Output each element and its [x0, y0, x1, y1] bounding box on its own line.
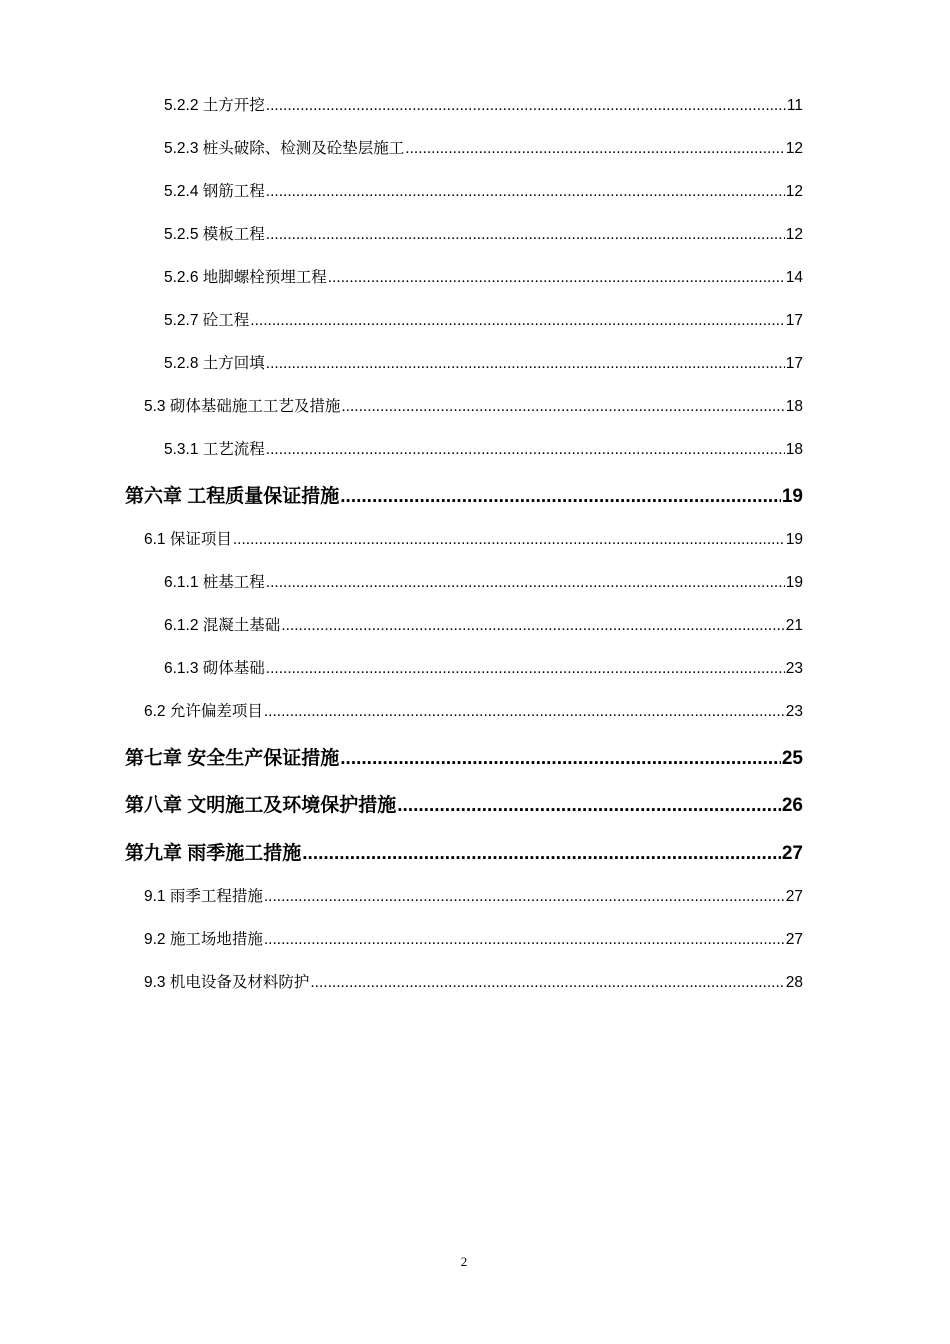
toc-entry-page: 12 [785, 183, 803, 200]
toc-entry-label: 9.1 雨季工程措施 [144, 888, 263, 905]
toc-entry-5-2-8[interactable] [164, 351, 803, 373]
toc-chapter-page: 25 [781, 748, 803, 769]
toc-entry-5-3[interactable] [144, 394, 803, 416]
toc-entry-label: 6.2 允许偏差项目 [144, 703, 263, 720]
toc-chapter-8[interactable] [125, 790, 803, 817]
toc-entry-page: 27 [785, 931, 803, 948]
toc-entry-label: 5.2.6 地脚螺栓预埋工程 [164, 269, 327, 286]
toc-chapter-6[interactable] [125, 481, 803, 508]
toc-entry-page: 19 [785, 531, 803, 548]
toc-entry-label: 5.2.3 桩头破除、检测及砼垫层施工 [164, 140, 405, 157]
toc-chapter-page: 19 [781, 486, 803, 507]
toc-entry-5-2-3[interactable] [164, 136, 803, 158]
toc-entry-5-2-4[interactable] [164, 179, 803, 201]
toc-entry-page: 28 [785, 974, 803, 991]
toc-dot-leader [266, 226, 785, 244]
toc-dot-leader [302, 843, 781, 865]
toc-dot-leader [310, 974, 784, 992]
toc-entry-page: 21 [785, 617, 803, 634]
toc-entry-5-3-1[interactable] [164, 437, 803, 459]
toc-entry-label: 5.2.8 土方回填 [164, 355, 265, 372]
toc-dot-leader [250, 312, 784, 330]
toc-entry-label: 5.2.7 砼工程 [164, 312, 250, 329]
toc-entry-label: 9.3 机电设备及材料防护 [144, 974, 310, 991]
toc-chapter-label: 第七章 安全生产保证措施 [125, 748, 340, 769]
toc-dot-leader [341, 398, 784, 416]
toc-entry-9-1[interactable] [144, 884, 803, 906]
toc-entry-label: 5.3.1 工艺流程 [164, 441, 265, 458]
toc-dot-leader [281, 617, 784, 635]
toc-chapter-9[interactable] [125, 838, 803, 865]
toc-chapter-page: 26 [781, 795, 803, 816]
toc-entry-label: 6.1 保证项目 [144, 531, 232, 548]
toc-entry-page: 17 [785, 355, 803, 372]
toc-entry-6-2[interactable] [144, 699, 803, 721]
toc-entry-6-1-3[interactable] [164, 656, 803, 678]
toc-entry-page: 19 [785, 574, 803, 591]
toc-chapter-label: 第八章 文明施工及环境保护措施 [125, 795, 397, 816]
toc-dot-leader [266, 355, 785, 373]
toc-entry-6-1[interactable] [144, 527, 803, 549]
toc-entry-5-2-2[interactable] [164, 93, 803, 115]
toc-dot-leader [264, 888, 785, 906]
toc-entry-9-3[interactable] [144, 970, 803, 992]
toc-entry-page: 12 [785, 140, 803, 157]
toc-entry-page: 18 [785, 441, 803, 458]
toc-entry-6-1-2[interactable] [164, 613, 803, 635]
toc-dot-leader [266, 574, 785, 592]
toc-entry-9-2[interactable] [144, 927, 803, 949]
toc-entry-page: 23 [785, 660, 803, 677]
toc-dot-leader [264, 703, 785, 721]
toc-entry-page: 17 [785, 312, 803, 329]
toc-entry-label: 5.2.5 模板工程 [164, 226, 265, 243]
toc-dot-leader [264, 931, 785, 949]
toc-entry-label: 6.1.1 桩基工程 [164, 574, 265, 591]
toc-dot-leader [266, 660, 785, 678]
toc-entry-5-2-7[interactable] [164, 308, 803, 330]
toc-entry-page: 12 [785, 226, 803, 243]
toc-dot-leader [328, 269, 785, 287]
toc-entry-label: 9.2 施工场地措施 [144, 931, 263, 948]
toc-chapter-label: 第六章 工程质量保证措施 [125, 486, 340, 507]
toc-chapter-page: 27 [781, 843, 803, 864]
toc-entry-page: 27 [785, 888, 803, 905]
toc-entry-label: 6.1.3 砌体基础 [164, 660, 265, 677]
toc-dot-leader [405, 140, 784, 158]
page-number: 2 [460, 1254, 468, 1269]
toc-dot-leader [233, 531, 785, 549]
toc-entry-6-1-1[interactable] [164, 570, 803, 592]
toc-entry-page: 18 [785, 398, 803, 415]
toc-dot-leader [397, 795, 781, 817]
toc-dot-leader [340, 748, 781, 770]
toc-chapter-7[interactable] [125, 743, 803, 770]
toc-entry-page: 14 [785, 269, 803, 286]
toc-entry-page: 11 [786, 97, 803, 114]
toc-entry-label: 5.3 砌体基础施工工艺及措施 [144, 398, 341, 415]
toc-entry-label: 5.2.4 钢筋工程 [164, 183, 265, 200]
toc-dot-leader [266, 441, 785, 459]
toc-dot-leader [340, 486, 781, 508]
toc-chapter-label: 第九章 雨季施工措施 [125, 843, 302, 864]
toc-entry-5-2-6[interactable] [164, 265, 803, 287]
toc-entry-label: 6.1.2 混凝土基础 [164, 617, 281, 634]
toc-dot-leader [266, 97, 786, 115]
toc-entry-5-2-5[interactable] [164, 222, 803, 244]
toc-dot-leader [266, 183, 785, 201]
toc-entry-label: 5.2.2 土方开挖 [164, 97, 265, 114]
toc-entry-page: 23 [785, 703, 803, 720]
